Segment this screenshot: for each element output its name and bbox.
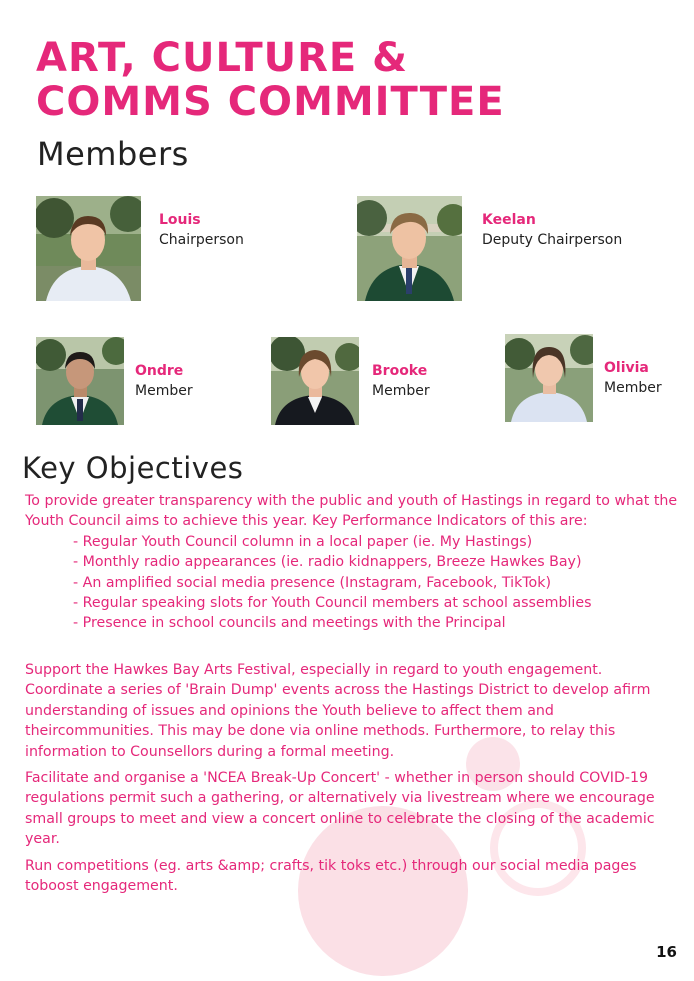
members-heading: Members	[37, 135, 189, 173]
member-name-brooke: Brooke	[372, 363, 428, 379]
objective-paragraph-4	[25, 856, 680, 897]
kpi-list	[25, 532, 680, 634]
objective-paragraph-3	[25, 768, 680, 850]
page-number: 16	[656, 943, 677, 961]
member-photo-olivia	[505, 334, 593, 422]
kpi-item: - Presence in school councils and meetings with the Principal	[73, 613, 680, 633]
page-title	[36, 36, 505, 124]
member-role-louis: Chairperson	[159, 232, 244, 248]
member-photo-keelan	[357, 196, 462, 301]
member-name-olivia: Olivia	[604, 360, 649, 376]
member-role-keelan: Deputy Chairperson	[482, 232, 623, 248]
title-line-1: ART, CULTURE &	[36, 35, 409, 81]
member-role-ondre: Member	[135, 383, 193, 399]
objective-text: Facilitate and organise a 'NCEA Break-Up Concert' - whether in person should COVID-19 regulations permit such a gathering, or alternatively via livestream where we encourage small groups to meet and view a concert online to celebrate the closing of the academic year.	[25, 770, 655, 848]
objective-intro-block	[25, 491, 680, 634]
kpi-item: - Regular speaking slots for Youth Council members at school assemblies	[73, 593, 680, 613]
member-role-brooke: Member	[372, 383, 430, 399]
member-photo-ondre	[36, 337, 124, 425]
member-photo-brooke	[271, 337, 359, 425]
objective-text: Run competitions (eg. arts &amp; crafts, tik toks etc.) through our social media pages toboost engagement.	[25, 858, 637, 895]
member-name-ondre: Ondre	[135, 363, 184, 379]
member-role-olivia: Member	[604, 380, 662, 396]
kpi-item: - Regular Youth Council column in a local paper (ie. My Hastings)	[73, 532, 680, 552]
objective-text: Support the Hawkes Bay Arts Festival, especially in regard to youth engagement. Coordinate a series of 'Brain Dump' events across the Hastings District to develop afirm understanding of issues and opinions the Youth believe to affect them and theircommunities. This may be done via online methods. Furthermore, to relay this information to Counsellors during a formal meeting.	[25, 662, 651, 760]
objective-intro: To provide greater transparency with the public and youth of Hastings in regard to what the Youth Council aims to achieve this year. Key Performance Indicators of this are:	[25, 493, 678, 530]
kpi-item: - An amplified social media presence (Instagram, Facebook, TikTok)	[73, 573, 680, 593]
key-objectives-heading: Key Objectives	[22, 451, 244, 485]
member-name-keelan: Keelan	[482, 212, 536, 228]
objective-paragraph-2	[25, 660, 680, 762]
title-line-2: COMMS COMMITTEE	[36, 79, 505, 125]
kpi-item: - Monthly radio appearances (ie. radio kidnappers, Breeze Hawkes Bay)	[73, 552, 680, 572]
member-name-louis: Louis	[159, 212, 201, 228]
member-photo-louis	[36, 196, 141, 301]
